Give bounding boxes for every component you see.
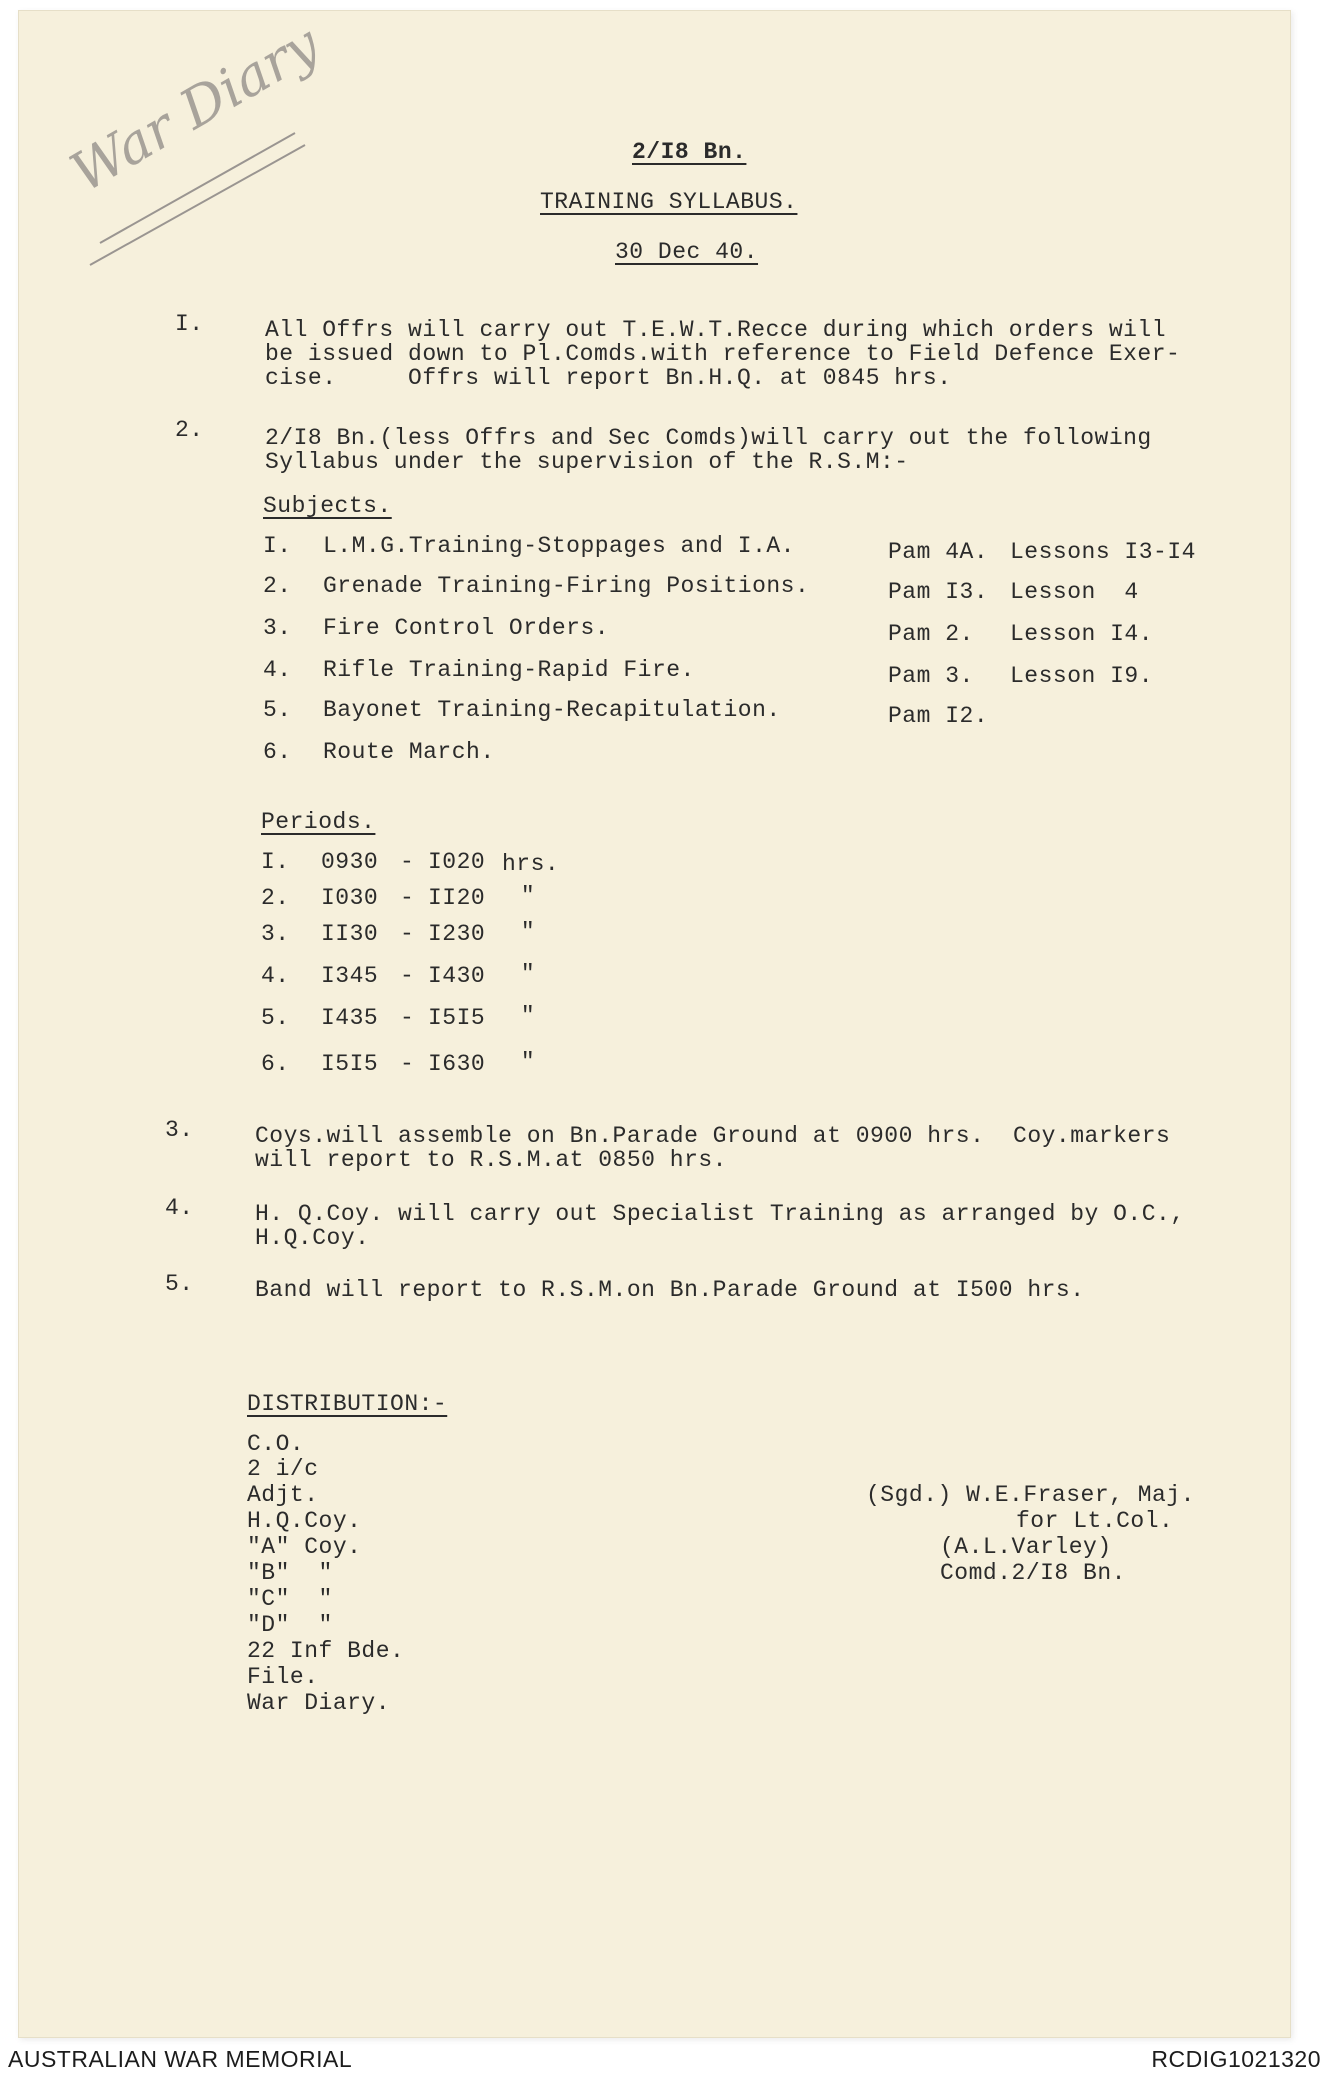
period-suffix: hrs. — [502, 851, 560, 877]
para1-line: cise. Offrs will report Bn.H.Q. at 0845 hrs. — [265, 365, 952, 391]
period-end: I230 — [428, 921, 486, 947]
signature-line: Comd.2/I8 Bn. — [940, 1560, 1126, 1586]
period-dash: - — [400, 963, 415, 989]
subject-pam: Pam 4A. — [888, 539, 989, 565]
document-page — [18, 10, 1291, 2038]
subject-lesson: Lesson 4 — [1010, 579, 1139, 605]
distribution-item: "C" " — [247, 1586, 333, 1612]
handwritten-annotation: War Diary — [60, 12, 330, 205]
period-dash: - — [400, 885, 415, 911]
period-start: 0930 — [321, 849, 379, 875]
period-number: I. — [261, 849, 290, 875]
period-start: II30 — [321, 921, 379, 947]
para3-line: will report to R.S.M.at 0850 hrs. — [255, 1147, 727, 1173]
period-dash: - — [400, 921, 415, 947]
subject-number: 5. — [263, 697, 292, 723]
subject-pam: Pam 3. — [888, 663, 974, 689]
para1-number: I. — [175, 311, 204, 337]
document-title: TRAINING SYLLABUS. — [540, 189, 798, 215]
subject-number: 2. — [263, 573, 292, 599]
subject-lesson: Lesson I4. — [1010, 621, 1154, 647]
period-dash: - — [400, 849, 415, 875]
subject-pam: Pam I3. — [888, 579, 989, 605]
period-start: I030 — [321, 885, 379, 911]
para5-number: 5. — [165, 1271, 194, 1297]
distribution-item: War Diary. — [247, 1690, 391, 1716]
distribution-item: C.O. — [247, 1431, 305, 1457]
subject-text: Route March. — [323, 739, 495, 765]
subject-pam: Pam 2. — [888, 621, 974, 647]
subject-number: 3. — [263, 615, 292, 641]
para4-line: H. Q.Coy. will carry out Specialist Training as arranged by O.C., — [255, 1201, 1185, 1227]
period-start: I435 — [321, 1005, 379, 1031]
subject-pam: Pam I2. — [888, 703, 989, 729]
periods-heading: Periods. — [261, 809, 376, 835]
period-suffix: " — [520, 919, 536, 945]
subject-text: L.M.G.Training-Stoppages and I.A. — [323, 533, 795, 559]
period-suffix: " — [520, 1003, 536, 1029]
subject-lesson: Lesson I9. — [1010, 663, 1154, 689]
period-end: I020 — [428, 849, 486, 875]
period-dash: - — [400, 1005, 415, 1031]
distribution-item: Adjt. — [247, 1482, 319, 1508]
para2-line: 2/I8 Bn.(less Offrs and Sec Comds)will carry out the following — [265, 425, 1152, 451]
signature-line: (Sgd.) W.E.Fraser, Maj. — [866, 1482, 1195, 1508]
distribution-item: H.Q.Coy. — [247, 1508, 362, 1534]
distribution-item: File. — [247, 1664, 319, 1690]
distribution-item: 2 i/c — [247, 1456, 319, 1482]
subjects-heading: Subjects. — [263, 493, 392, 519]
subject-text: Fire Control Orders. — [323, 615, 610, 641]
period-suffix: " — [520, 883, 536, 909]
subject-text: Rifle Training-Rapid Fire. — [323, 657, 695, 683]
para1-line: All Offrs will carry out T.E.W.T.Recce during which orders will — [265, 317, 1167, 343]
period-number: 2. — [261, 885, 290, 911]
period-end: I430 — [428, 963, 486, 989]
period-suffix: " — [520, 1049, 536, 1075]
footer-archive-name: AUSTRALIAN WAR MEMORIAL — [8, 2046, 353, 2072]
para3-number: 3. — [165, 1117, 194, 1143]
para3-line: Coys.will assemble on Bn.Parade Ground at 0900 hrs. Coy.markers — [255, 1123, 1171, 1149]
period-dash: - — [400, 1051, 415, 1077]
distribution-heading: DISTRIBUTION:- — [247, 1391, 448, 1417]
signature-line: for Lt.Col. — [1016, 1508, 1174, 1534]
period-number: 4. — [261, 963, 290, 989]
period-number: 5. — [261, 1005, 290, 1031]
period-end: II20 — [428, 885, 486, 911]
period-number: 6. — [261, 1051, 290, 1077]
distribution-item: "A" Coy. — [247, 1534, 362, 1560]
para5-line: Band will report to R.S.M.on Bn.Parade Ground at I500 hrs. — [255, 1277, 1085, 1303]
pencil-underline-mark — [85, 125, 315, 275]
period-end: I5I5 — [428, 1005, 486, 1031]
distribution-item: "D" " — [247, 1612, 333, 1638]
subject-number: 6. — [263, 739, 292, 765]
footer-record-id: RCDIG1021320 — [1151, 2046, 1321, 2072]
period-start: I345 — [321, 963, 379, 989]
period-start: I5I5 — [321, 1051, 379, 1077]
distribution-item: "B" " — [247, 1560, 333, 1586]
subject-lesson: Lessons I3-I4 — [1010, 539, 1196, 565]
subject-text: Bayonet Training-Recapitulation. — [323, 697, 781, 723]
document-date: 30 Dec 40. — [615, 239, 759, 265]
signature-line: (A.L.Varley) — [940, 1534, 1112, 1560]
period-end: I630 — [428, 1051, 486, 1077]
subject-number: 4. — [263, 657, 292, 683]
para4-number: 4. — [165, 1195, 194, 1221]
subject-number: I. — [263, 533, 292, 559]
distribution-item: 22 Inf Bde. — [247, 1638, 405, 1664]
subject-text: Grenade Training-Firing Positions. — [323, 573, 810, 599]
para4-line: H.Q.Coy. — [255, 1225, 370, 1251]
period-suffix: " — [520, 961, 536, 987]
para2-line: Syllabus under the supervision of the R.S.M:- — [265, 449, 909, 475]
period-number: 3. — [261, 921, 290, 947]
para2-number: 2. — [175, 417, 204, 443]
para1-line: be issued down to Pl.Comds.with reference to Field Defence Exer- — [265, 341, 1181, 367]
unit-title: 2/I8 Bn. — [632, 139, 747, 165]
